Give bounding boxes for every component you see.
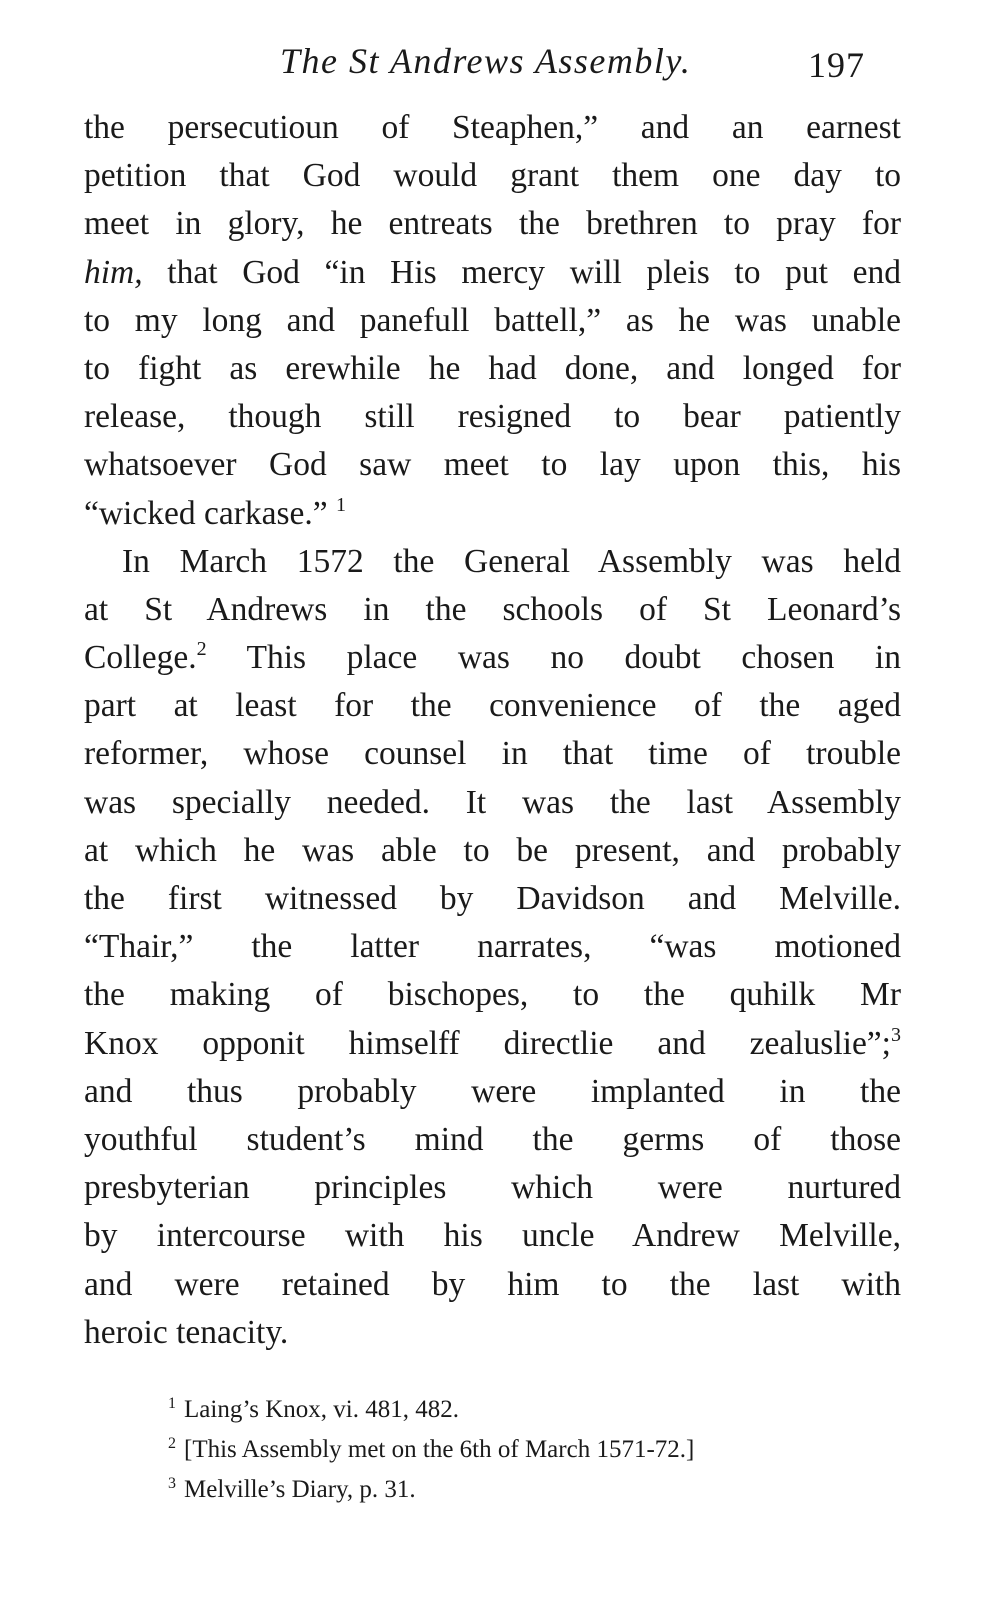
footnotes [168, 1390, 888, 1510]
text-fragment: This place was no doubt chosen in [206, 639, 901, 677]
text-line [84, 490, 901, 538]
text-line: the first witnessed by Davidson and Melville. [84, 880, 901, 917]
text-line: to fight as erewhile he had done, and longed for [84, 349, 901, 387]
text-line: whatsoever God saw meet to lay upon this, his [84, 446, 901, 484]
text-line: petition that God would grant them one day to [84, 157, 901, 195]
text-line: heroic tenacity. [84, 1313, 289, 1351]
text-line: and thus probably were implanted in the [84, 1072, 901, 1110]
footnote-text: Laing’s Knox, vi. 481, 482. [184, 1396, 459, 1423]
page-header [0, 40, 1000, 100]
footnote-ref: 3 [891, 1023, 901, 1046]
text-line: by intercourse with his uncle Andrew Melville, [84, 1217, 901, 1255]
text-line [84, 634, 901, 682]
text-fragment: that God “in His mercy will pleis to put end [142, 253, 901, 291]
italic-emphasis: him, [84, 253, 143, 291]
running-title: The St Andrews Assembly. [280, 41, 692, 81]
text-line: the making of bischopes, to the quhilk Mr [84, 976, 901, 1014]
footnote [168, 1390, 888, 1430]
page-number: 197 [808, 45, 865, 85]
footnote-ref: 2 [196, 638, 207, 661]
footnote-text: [This Assembly met on the 6th of March 1571-72.] [184, 1436, 695, 1463]
body-text [84, 104, 901, 1357]
footnote-mark: 1 [168, 1395, 176, 1412]
text-line: the persecutioun of Steaphen,” and an earnest [84, 109, 901, 146]
text-line: and were retained by him to the last with [84, 1265, 901, 1303]
text-line: “Thair,” the latter narrates, “was motioned [84, 928, 901, 966]
footnote-text: Melville’s Diary, p. 31. [184, 1476, 416, 1503]
text-line: In March 1572 the General Assembly was held [122, 542, 901, 580]
footnote-mark: 3 [168, 1475, 176, 1492]
text-line [84, 249, 901, 297]
text-line: at which he was able to be present, and probably [84, 831, 901, 869]
footnote [168, 1430, 888, 1470]
text-line: at St Andrews in the schools of St Leonard’s [84, 590, 901, 628]
text-line: release, though still resigned to bear patiently [84, 398, 901, 436]
footnote-mark: 2 [168, 1435, 176, 1452]
footnote [168, 1470, 888, 1510]
text-fragment: College. [84, 639, 197, 677]
text-line: presbyterian principles which were nurtured [84, 1169, 901, 1207]
footnote-ref: 1 [336, 493, 347, 516]
text-line: to my long and panefull battell,” as he was unable [84, 301, 901, 339]
text-line: was specially needed. It was the last Assembly [84, 783, 901, 821]
text-line: youthful student’s mind the germs of those [84, 1120, 901, 1158]
text-line [84, 1020, 901, 1068]
text-line: part at least for the convenience of the aged [84, 687, 901, 725]
text-fragment: Knox opponit himselff directlie and zealuslie”; [84, 1024, 891, 1062]
text-line: reformer, whose counsel in that time of trouble [84, 735, 901, 773]
text-fragment: “wicked carkase.” [84, 494, 328, 532]
text-line: meet in glory, he entreats the brethren to pray for [84, 205, 901, 243]
